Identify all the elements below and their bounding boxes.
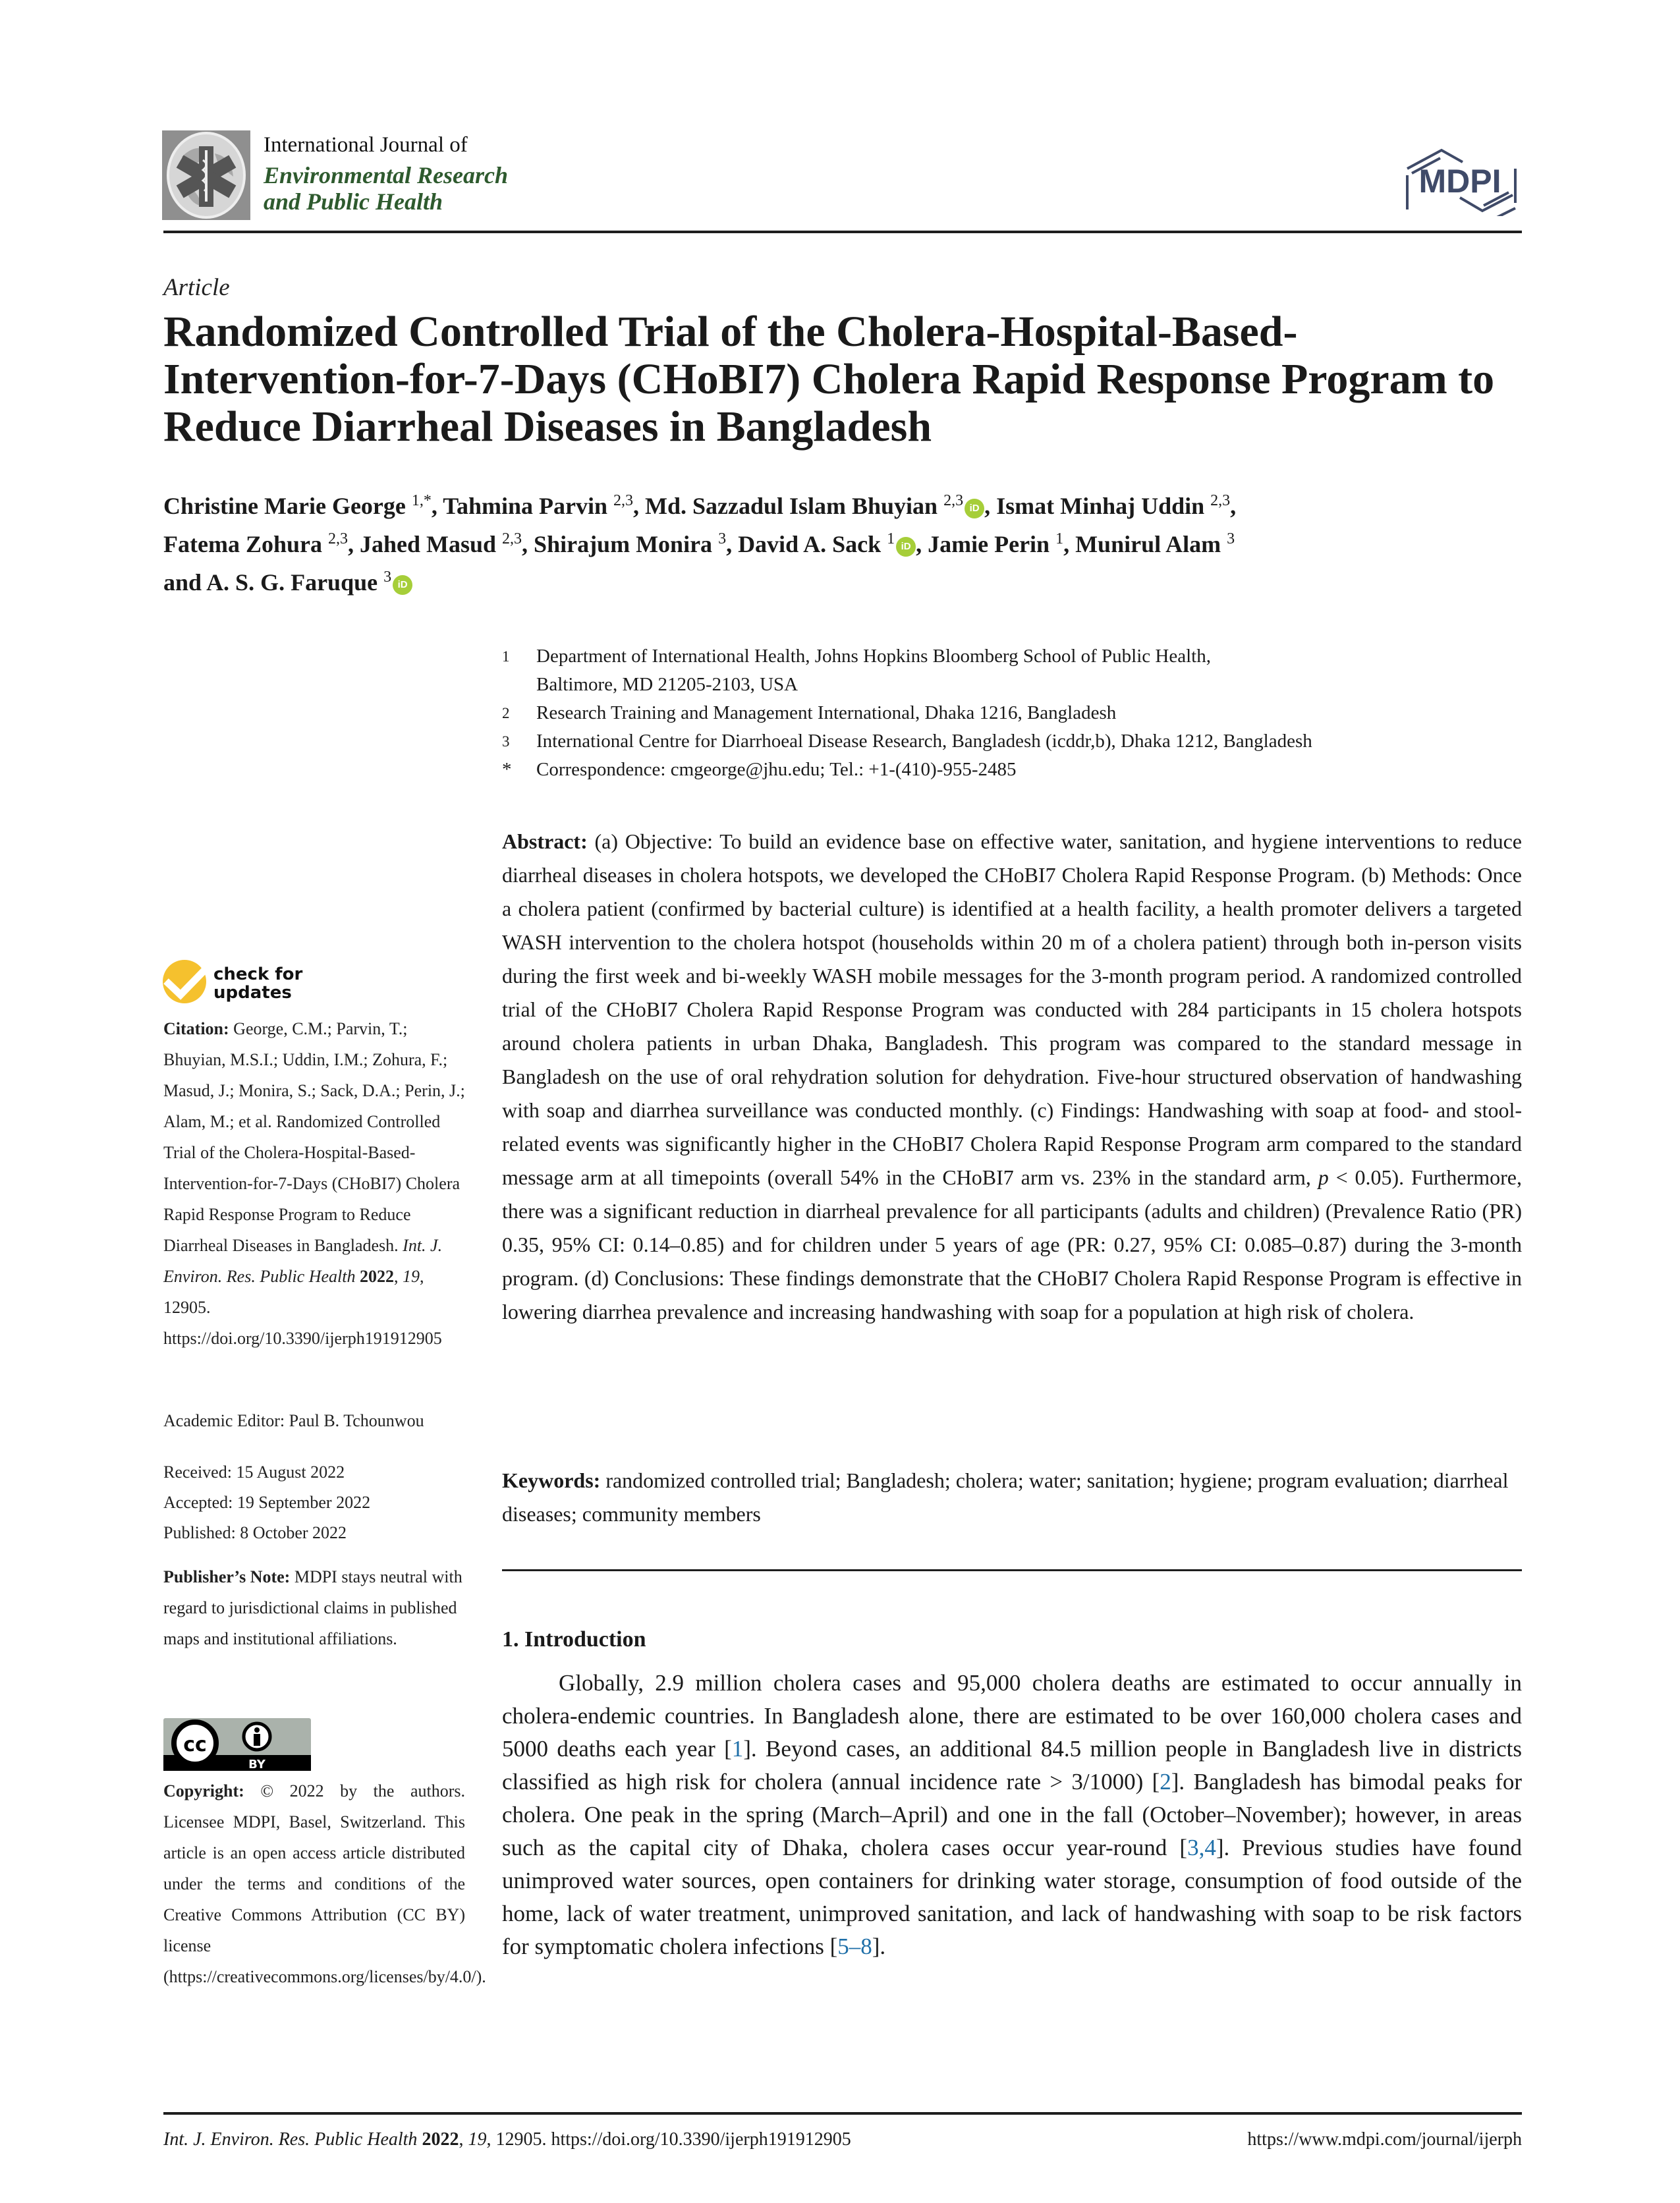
author-name: Md. Sazzadul Islam Bhuyian (644, 493, 944, 519)
footer-year: 2022 (422, 2129, 459, 2150)
introduction-paragraph: Globally, 2.9 million cholera cases and 95,000 cholera deaths are estimated to occur annually in cholera-endemic countries. In Bangladesh alone, there are estimated to be over 160,000 cholera cases and 5000 deaths each year [1]. Beyond cases, an additional 84.5 million people in Bangladesh live in districts classified as high risk for cholera (annual incidence rate > 3/1000) [2]. Bangladesh has bimodal peaks for cholera. One peak in the spring (March–April) and one in the fall (October–November); however, in areas such as the capital city of Dhaka, cholera cases occur year-round [3,4]. Previous studies have found unimproved water sources, open containers for drinking water storage, consumption of food outside of the home, lack of water treatment, unimproved sanitation, and lack of handwashing with soap to be risk factors for symptomatic cholera infections [5–8]. (502, 1670, 1523, 1959)
footer-journal-url[interactable]: https://www.mdpi.com/journal/ijerph (1247, 2129, 1522, 2150)
abstract-text-part2: < 0.05). Furthermore, there was a significant reduction in diarrheal prevalence for all participants (adults and children) (Prevalence Ratio (PR) 0.35, 95% CI: 0.14–0.85) and for children under 5 years of age (PR: 0.27, 95% CI: 0.085–0.87) during the 3-month program. (d) Conclusions: These findings demonstrate that the CHoBI7 Cholera Rapid Response Program is effective in lowering diarrhea prevalence and increasing handwashing with soap for a population at high risk of cholera. (502, 1165, 1523, 1324)
keywords-label: Keywords: (502, 1468, 601, 1492)
keywords (502, 1464, 1522, 1531)
author-affiliation-mark: 2,3 (1210, 492, 1231, 509)
publisher-note (163, 1561, 465, 1654)
author-name: Jamie Perin (928, 531, 1056, 557)
citation-year: 2022 (359, 1267, 394, 1286)
accepted-date: Accepted: 19 September 2022 (163, 1493, 371, 1512)
section-divider (502, 1569, 1522, 1571)
author-affiliation-mark: 3 (1227, 530, 1235, 547)
footer-volume: 19 (468, 2129, 487, 2150)
svg-text:MDPI: MDPI (1418, 163, 1501, 200)
journal-name-line3: and Public Health (264, 188, 443, 215)
affiliation-mark: 3 (502, 733, 510, 750)
cc-icon (174, 1722, 216, 1764)
author-affiliation-mark: 3 (383, 569, 392, 586)
author-name: Fatema Zohura (163, 531, 328, 557)
affiliations (502, 642, 1530, 784)
header-rule (163, 231, 1522, 233)
svg-text:updates: updates (213, 983, 292, 1003)
journal-name-line2: Environmental Research (264, 162, 509, 188)
citation-journal: Int. J. Environ. Res. Public Health (163, 1236, 443, 1286)
publication-dates (163, 1457, 465, 1548)
author-affiliation-mark: 1 (1055, 530, 1064, 547)
affiliation-mark: 2 (502, 705, 510, 721)
footer-doi-link[interactable]: 12905. https://doi.org/10.3390/ijerph191912905 (495, 2129, 851, 2150)
academic-editor: Academic Editor: Paul B. Tchounwou (163, 1411, 424, 1430)
reference-link[interactable]: 5–8 (837, 1934, 872, 1959)
author-name: Christine Marie George (163, 493, 412, 519)
reference-link[interactable]: 3,4 (1187, 1835, 1216, 1860)
author-affiliation-mark: 3 (718, 530, 727, 547)
author-list: Christine Marie George $^{1,*}$, Tahmina Parvin $^{2,3}$, Md. Sazzadul Islam Bhuyian $^{2,3}$ iD , Ismat Minhaj Uddin $^{2,3}$, Fatema Zohura $^{2,3}$, Jahed Masud $^{2,3}$, Shirajum Monira $^3$, David A. Sack $^1$ iD , Jamie Perin $^1$, Munirul Alam $^3$ and A. S. G. Faruque $^3$ iD (163, 492, 1237, 596)
author-affiliation-mark: 1 (887, 530, 895, 547)
checkmark-circle-icon (163, 960, 206, 1003)
journal-logo (162, 130, 250, 220)
affiliation-text: International Centre for Diarrhoeal Disease Research, Bangladesh (icddr,b), Dhaka 1212, Bangladesh (536, 731, 1312, 752)
affiliation-text: Research Training and Management International, Dhaka 1216, Bangladesh (536, 702, 1117, 723)
journal-name-title (264, 162, 508, 215)
received-date: Received: 15 August 2022 (163, 1463, 345, 1482)
abstract-text-part1: (a) Objective: To build an evidence base on effective water, sanitation, and hygiene interventions to reduce diarrheal diseases in cholera hotspots, we developed the CHoBI7 Cholera Rapid Response Program. (b) Methods: Once a cholera patient (confirmed by bacterial culture) is identified at a health facility, a health promoter delivers a targeted WASH intervention to the cholera hotspot (households within 20 m of a cholera patient) through both in-person visits during the first week and bi-weekly WASH mobile messages for the 3-month program period. A randomized controlled trial of the CHoBI7 Cholera Rapid Response Program was conducted with 284 participants in 15 cholera hotspots around cholera patients in urban Dhaka, Bangladesh. This program was compared to the standard message in Bangladesh on the use of oral rehydration solution for dehydration. Five-hour structured observation of handwashing with soap and diarrhea surveillance was conducted monthly. (c) Findings: Handwashing with soap at food- and stool-related events was significantly higher in the CHoBI7 Cholera Rapid Response Program arm compared to the standard message arm at all timepoints (overall 54% in the CHoBI7 arm vs. 23% in the standard arm, (502, 829, 1523, 1189)
article-title: Randomized Controlled Trial of the Cholera-Hospital-Based-Intervention-for-7-Days (CHoBI7) Cholera Rapid Response Program to Reduce Diarrheal Diseases in Bangladesh (163, 308, 1495, 451)
citation-text: George, C.M.; Parvin, T.; Bhuyian, M.S.I.; Uddin, I.M.; Zohura, F.; Masud, J.; Monira, S.; Sack, D.A.; Perin, J.; Alam, M.; et al. Randomized Controlled Trial of the Cholera-Hospital-Based-Intervention-for-7-Days (CHoBI7) Cholera Rapid Response Program to Reduce Diarrheal Diseases in Bangladesh. (163, 1019, 465, 1255)
author-name: David A. Sack (738, 531, 887, 557)
affiliation-text: Department of International Health, Johns Hopkins Bloomberg School of Public Health, Baltimore, MD 21205-2103, USA (536, 646, 1211, 695)
copyright-notice (163, 1775, 486, 1992)
svg-text:cc: cc (183, 1733, 207, 1756)
author-affiliation-mark: 2,3 (943, 492, 964, 509)
reference-link[interactable]: 2 (1160, 1769, 1171, 1795)
orcid-icon[interactable]: iD (393, 575, 412, 595)
check-for-updates-button[interactable] (162, 959, 327, 1005)
correspondence-mark: * (502, 759, 512, 780)
copyright-text: © 2022 by the authors. Licensee MDPI, Basel, Switzerland. This article is an open access article distributed under the terms and conditions of the Creative Commons Attribution (CC BY) license (https://creativecommons.org/licenses/by/4.0/). (163, 1781, 486, 1986)
globe-star-of-life-icon (162, 130, 250, 220)
orcid-icon[interactable]: iD (896, 537, 916, 557)
affiliation-2 (502, 699, 1530, 727)
orcid-icon[interactable]: iD (965, 499, 984, 518)
svg-text:BY: BY (248, 1758, 266, 1771)
footer-journal: Int. J. Environ. Res. Public Health (163, 2129, 418, 2150)
p-value-symbol: p (1318, 1165, 1329, 1189)
attribution-person-icon (244, 1723, 270, 1750)
author-affiliation-mark: 1,* (411, 492, 432, 509)
article-type-label: Article (163, 274, 230, 301)
correspondence-text[interactable]: Correspondence: cmgeorge@jhu.edu; Tel.: +1-(410)-955-2485 (536, 759, 1017, 780)
reference-link[interactable]: 1 (731, 1736, 744, 1762)
author-affiliation-mark: 2,3 (502, 530, 522, 547)
cc-by-license-badge[interactable] (163, 1718, 311, 1771)
mdpi-hexagon-icon (1402, 144, 1521, 216)
abstract-label: Abstract: (502, 829, 588, 853)
citation-doi-link[interactable]: 12905. https://doi.org/10.3390/ijerph191912905 (163, 1298, 442, 1348)
correspondence (502, 756, 1530, 784)
citation: Citation: George, C.M.; Parvin, T.; Bhuyian, M.S.I.; Uddin, I.M.; Zohura, F.; Masud, J.; Monira, S.; Sack, D.A.; Perin, J.; Alam, M.; et al. Randomized Controlled Trial of the Cholera-Hospital-Based-Intervention-for-7-Days (CHoBI7) Cholera Rapid Response Program to Reduce Diarrheal Diseases in Bangladesh. Int. J. Environ. Res. Public Health 2022, 19, 12905. https://doi.org/10.3390/ijerph191912905 (163, 1019, 465, 1348)
author-name: Tahmina Parvin (443, 493, 613, 519)
author-affiliation-mark: 2,3 (327, 530, 348, 547)
author-name: Shirajum Monira (534, 531, 719, 557)
copyright-label: Copyright: (163, 1781, 244, 1800)
journal-name-line1: International Journal of (264, 133, 468, 157)
citation-label: Citation: (163, 1019, 229, 1038)
svg-text:check for: check for (213, 964, 303, 984)
keywords-text: randomized controlled trial; Bangladesh; cholera; water; sanitation; hygiene; program evaluation; diarrheal diseases; community members (502, 1468, 1509, 1526)
affiliation-mark: 1 (502, 648, 510, 665)
author-name: Ismat Minhaj Uddin (996, 493, 1211, 519)
section-heading-introduction: 1. Introduction (502, 1627, 646, 1652)
citation-volume: 19 (402, 1267, 420, 1286)
abstract (502, 825, 1522, 1329)
footer-citation: Int. J. Environ. Res. Public Health 2022, 19, 12905. https://doi.org/10.3390/ijerph191912905 (163, 2129, 851, 2150)
author-name: A. S. G. Faruque (206, 569, 384, 596)
published-date: Published: 8 October 2022 (163, 1523, 347, 1542)
author-affiliation-mark: 2,3 (613, 492, 633, 509)
publisher-note-text: MDPI stays neutral with regard to jurisdictional claims in published maps and institutional affiliations. (163, 1567, 462, 1648)
mdpi-logo (1402, 144, 1521, 216)
footer-rule (163, 2112, 1522, 2115)
author-name: Jahed Masud (359, 531, 503, 557)
author-name: Munirul Alam (1075, 531, 1227, 557)
affiliation-3 (502, 727, 1530, 756)
affiliation-1 (502, 642, 1530, 699)
publisher-note-label: Publisher’s Note: (163, 1567, 291, 1586)
